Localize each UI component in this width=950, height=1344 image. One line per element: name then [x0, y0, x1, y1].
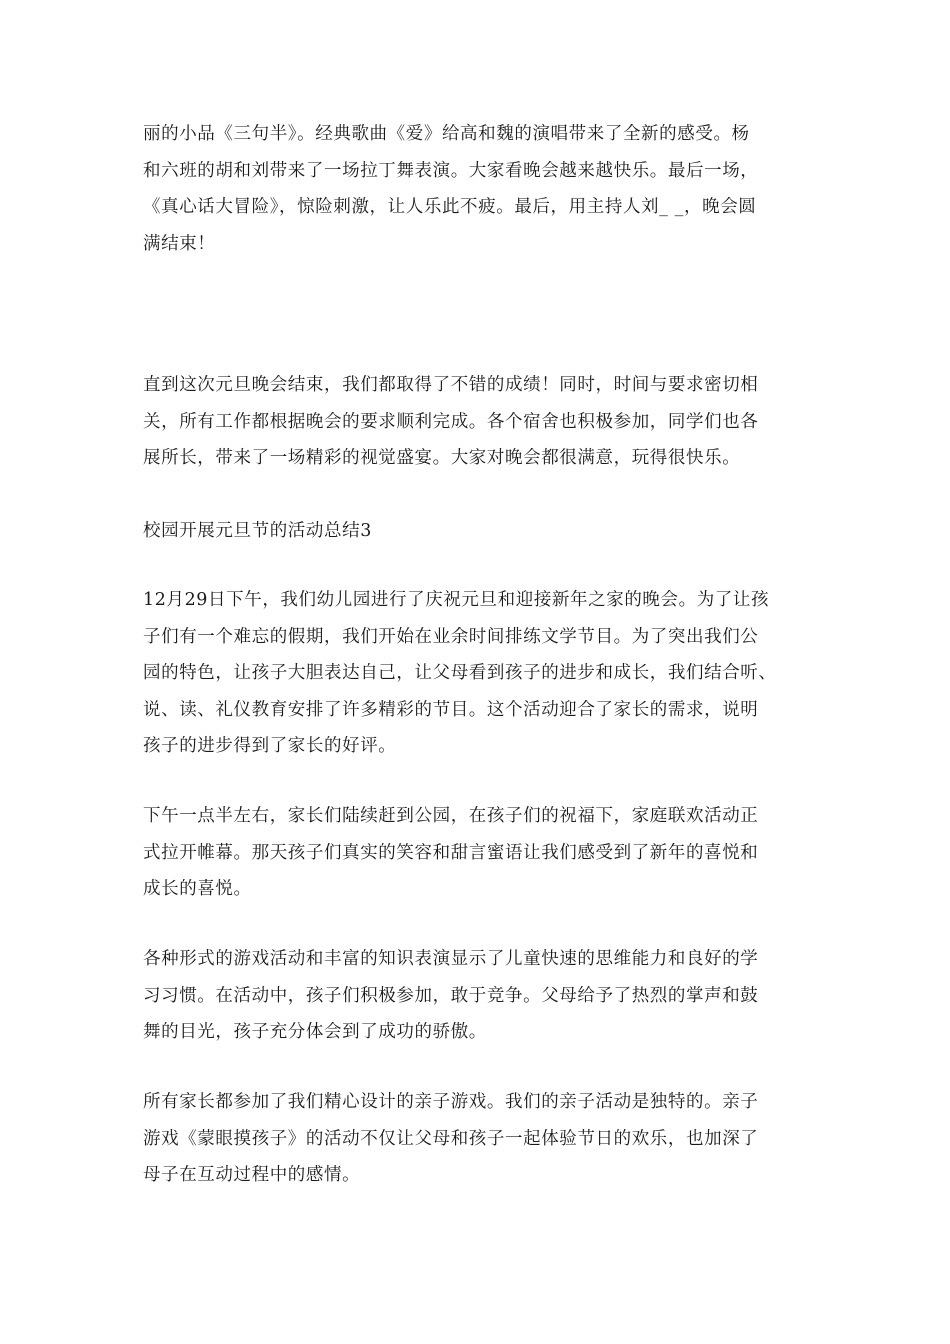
text-line: 《真心话大冒险》，惊险刺激，让人乐此不疲。最后，用主持人刘_ _，晚会圆: [143, 197, 757, 217]
paragraph-kindergarten-party: [143, 582, 813, 765]
paragraph-gala-conclusion: [143, 367, 813, 477]
section-heading-text: 校园开展元旦节的活动总结3: [143, 521, 372, 541]
paragraph-gala-program: [143, 116, 813, 262]
text-line: 式拉开帷幕。那天孩子们真实的笑容和甜言蜜语让我们感受到了新年的喜悦和: [143, 842, 759, 863]
text-line: 园的特色，让孩子大胆表达自己，让父母看到孩子的进步和成长，我们结合听、: [143, 663, 777, 683]
text-line: 所有家长都参加了我们精心设计的亲子游戏。我们的亲子活动是独特的。亲子: [143, 1092, 759, 1112]
paragraph-parent-child-games: [143, 1084, 813, 1194]
text-line: 满结束！: [143, 233, 216, 254]
text-line: 各种形式的游戏活动和丰富的知识表演显示了儿童快速的思维能力和良好的学: [143, 949, 759, 969]
text-line: 展所长，带来了一场精彩的视觉盛宴。大家对晚会都很满意，玩得很快乐。: [143, 448, 741, 468]
text-line: 直到这次元旦晚会结束，我们都取得了不错的成绩！同时，时间与要求密切相: [143, 375, 759, 395]
text-line: 成长的喜悦。: [143, 879, 252, 899]
text-line: 12月29日下午，我们幼儿园进行了庆祝元旦和迎接新年之家的晚会。为了让孩: [143, 590, 770, 610]
text-line: 孩子的进步得到了家长的好评。: [143, 736, 397, 756]
text-line: 关，所有工作都根据晚会的要求顺利完成。各个宿舍也积极参加，同学们也各: [143, 411, 759, 432]
text-line: 和六班的胡和刘带来了一场拉丁舞表演。大家看晚会越来越快乐。最后一场，: [143, 160, 759, 181]
text-line: 舞的目光，孩子充分体会到了成功的骄傲。: [143, 1022, 487, 1042]
paragraph-parents-arrive: [143, 798, 813, 908]
paragraph-game-activities: [143, 941, 813, 1051]
text-line: 母子在互动过程中的感情。: [143, 1165, 361, 1185]
text-line: 说、读、礼仪教育安排了许多精彩的节目。这个活动迎合了家长的需求，说明: [143, 699, 759, 720]
text-line: 子们有一个难忘的假期，我们开始在业余时间排练文学节目。为了突出我们公: [143, 626, 759, 647]
text-line: 游戏《蒙眼摸孩子》的活动不仅让父母和孩子一起体验节日的欢乐，也加深了: [143, 1128, 759, 1149]
text-line: 习习惯。在活动中，孩子们积极参加，敢于竞争。父母给予了热烈的掌声和鼓: [143, 985, 759, 1006]
text-line: 下午一点半左右，家长们陆续赶到公园，在孩子们的祝福下，家庭联欢活动正: [143, 806, 759, 826]
text-line: 丽的小品《三句半》。经典歌曲《爱》给高和魏的演唱带来了全新的感受。杨: [143, 124, 750, 144]
section-heading: [143, 513, 813, 550]
